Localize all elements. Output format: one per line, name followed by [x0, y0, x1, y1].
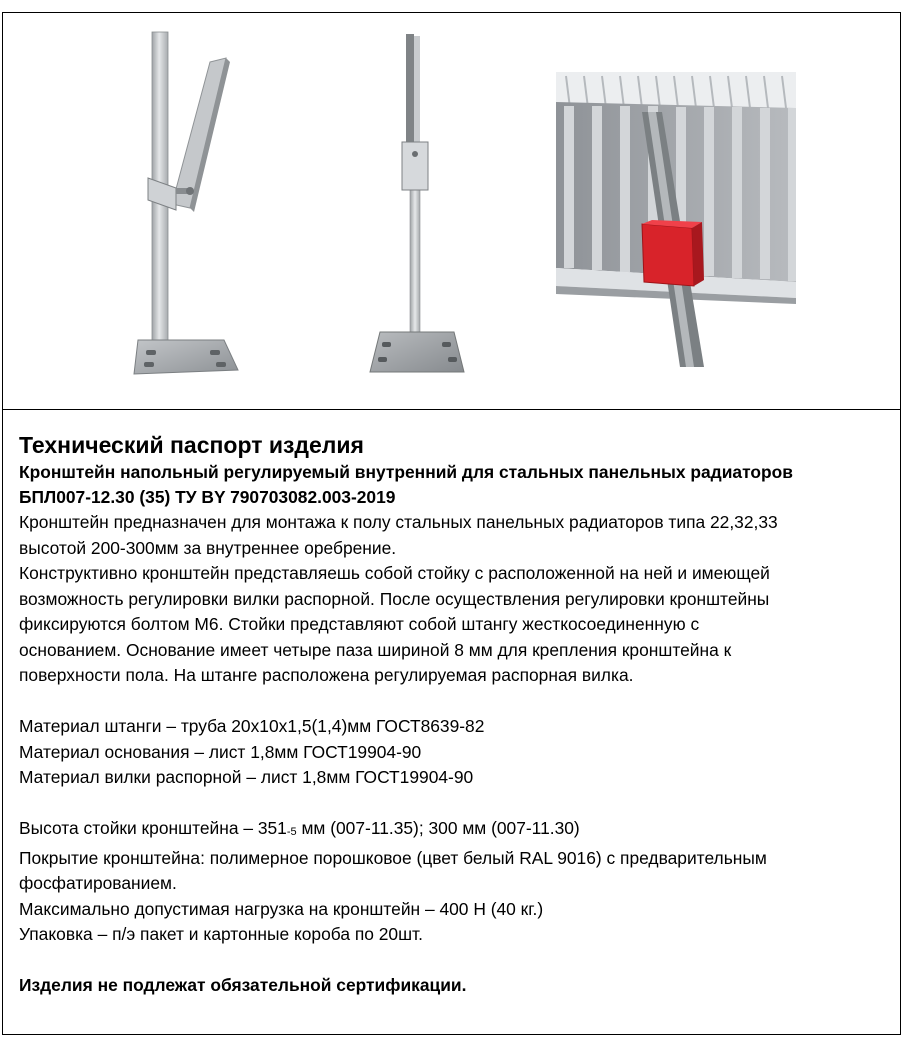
passport-text [19, 430, 897, 999]
height-tolerance: -5 [286, 826, 297, 838]
purpose-line-1: Кронштейн предназначен для монтажа к полу стальных панельных радиаторов типа 22,32,33 [19, 512, 778, 532]
bracket-installed-radiator [556, 72, 796, 367]
certification-note: Изделия не подлежат обязательной сертификации. [19, 975, 467, 995]
material-base: Материал основания – лист 1,8мм ГОСТ19904-90 [19, 741, 422, 762]
design-line-3: фиксируются болтом М6. Стойки представляют собой штангу жесткосоединенную с [19, 614, 700, 634]
material-fork: Материал вилки распорной – лист 1,8мм ГОСТ19904-90 [19, 767, 474, 787]
product-name: Кронштейн напольный регулируемый внутренний для стальных панельных радиаторов [19, 462, 793, 482]
bracket-photo-angled [128, 28, 244, 378]
height-suffix: мм (007-11.35); 300 мм (007-11.30) [296, 818, 580, 838]
material-rod: Материал штанги – труба 20х10х1,5(1,4)мм ГОСТ8639-82 [19, 716, 485, 736]
height-prefix: Высота стойки кронштейна – 351 [19, 818, 287, 838]
coating-line-1: Покрытие кронштейна: полимерное порошковое (цвет белый RAL 9016) с предварительным [19, 847, 767, 868]
page-title: Технический паспорт изделия [19, 432, 364, 458]
design-line-5: поверхности пола. На штанге расположена регулируемая распорная вилка. [19, 665, 634, 685]
design-line-1: Конструктивно кронштейн представляешь собой стойку с расположенной на ней и имеющей [19, 563, 770, 583]
product-code: БПЛ007-12.30 (35) ТУ BY 790703082.003-2019 [19, 487, 396, 507]
section-divider [2, 409, 901, 410]
design-line-2: возможность регулировки вилки распорной. После осуществления регулировки кронштейны [19, 588, 770, 609]
design-line-4: основанием. Основание имеет четыре паза шириной 8 мм для крепления кронштейна к [19, 639, 732, 660]
bracket-height [19, 816, 897, 846]
packaging: Упаковка – п/э пакет и картонные короба по 20шт. [19, 924, 423, 944]
max-load: Максимально допустимая нагрузка на кронштейн – 400 Н (40 кг.) [19, 898, 544, 919]
bracket-photo-front [368, 32, 468, 378]
coating-line-2: фосфатированием. [19, 873, 177, 893]
purpose-line-2: высотой 200-300мм за внутреннее оребрение. [19, 537, 397, 558]
